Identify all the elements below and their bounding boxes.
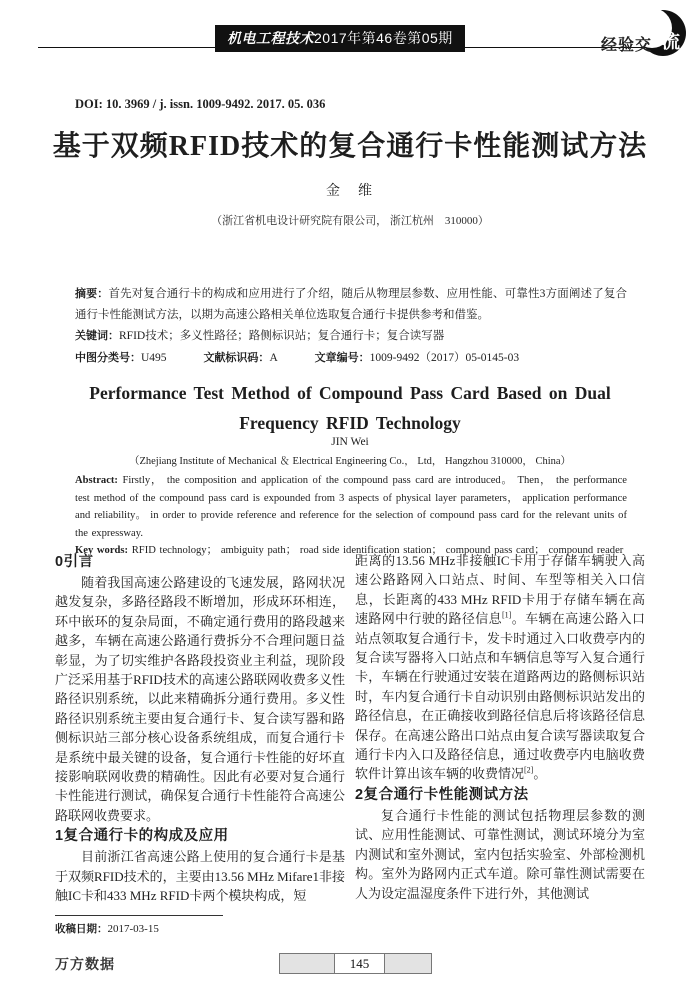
paragraph: 随着我国高速公路建设的飞速发展，路网状况越发复杂，多路径路段不断增加，形成环环相连，环中嵌环的复杂局面，不确定通行费用的路段越来越多，车辆在高速公路通行费拆分不合理问题日益彰显，为了切实维护各路段投资业主利益，现阶段广泛采用基于RFID技术的高速公路联网收费多义性路径识别系统，以此来精确拆分通行费用。多义性路径识别系统主要由复合通行卡、复合读写器和路侧标识站三部分核心设备系统组成，而复合通行卡是系统中最关键的设备，复合通行卡性能的好坏直接影响联网收费的精确性。因此有必要对复合通行卡性能进行测试，确保复合通行卡性能符合高速公路联网收费要求。 bbox=[55, 575, 345, 823]
affiliation-zh: （浙江省机电设计研究院有限公司， 浙江杭州 310000） bbox=[211, 215, 489, 227]
keywords-zh-text: RFID技术；多义性路径；路侧标识站；复合通行卡；复合读写器 bbox=[119, 330, 445, 342]
article-title-zh: 基于双频RFID技术的复合通行卡性能测试方法 bbox=[52, 131, 648, 162]
footnote-rule bbox=[55, 915, 223, 916]
paragraph-text: 。 bbox=[533, 766, 547, 782]
keywords-en-label: Key words: bbox=[75, 545, 129, 557]
paragraph-text: 距离的13.56 MHz非接触IC卡用于存储车辆驶入高速公路路网入口站点、时间、车型等相关入口信息，长距离的433 MHz RFID卡用于存储车辆在高速路网中行驶的路径信息 bbox=[355, 553, 645, 627]
abstract-zh-label: 摘要： bbox=[75, 288, 109, 300]
abstract-zh bbox=[75, 284, 627, 326]
clc-label: 中图分类号： bbox=[75, 352, 141, 364]
clc-number bbox=[75, 352, 167, 364]
received-date-label: 收稿日期： bbox=[55, 922, 108, 935]
paragraph: 目前浙江省高速公路上使用的复合通行卡是基于双频RFID技术的，主要由13.56 MHz Mifare1非接触IC卡和433 MHz RFID卡两个模块构成，短 bbox=[55, 849, 345, 904]
classification-row bbox=[75, 348, 627, 369]
received-date-footnote bbox=[55, 915, 345, 939]
paragraph-text: 。车辆在高速公路入口站点领取复合通行卡，发卡时通过入口收费亭内的复合读写器将入口站点和车辆信息等写入复合通行卡，车辆在行驶通过安装在道路两边的路侧标识站时，车内复合通行卡自动识别由路侧标识站发出的路径信息，在正确接收到路径信息后将该路径信息保存。在高速公路出口站点由复合读写器读取复合通行卡内入口及路径信息，通过收费亭内电脑收费软件计算出该车辆的收费情况 bbox=[355, 611, 645, 782]
journal-name: 机电工程技术 bbox=[227, 32, 314, 47]
doc-code-value: A bbox=[269, 352, 278, 364]
abstract-block-zh bbox=[75, 284, 627, 369]
article-id bbox=[315, 352, 520, 364]
section-heading-1: 1复合通行卡的构成及应用 bbox=[55, 828, 229, 845]
doc-code-label: 文献标识码： bbox=[203, 352, 270, 364]
received-date bbox=[55, 920, 345, 939]
page-number: 145 bbox=[335, 954, 384, 973]
body-columns bbox=[55, 551, 645, 939]
abstract-block-en bbox=[75, 472, 627, 560]
title-en-line1: Performance Test Method of Compound Pass Card Based on Dual bbox=[89, 383, 611, 403]
abstract-en-text: Firstly， the composition and application of the compound pass card are introduced。 Then， the performance test method of the compound pass card is expounded from 3 aspects of physical layer parameters， application performance and reliability。 in order to provide reference and reference for the selection of compound pass card for the relevant units of the expressway. bbox=[75, 475, 627, 539]
section-heading-0: 0引言 bbox=[55, 554, 94, 570]
wanfang-watermark: 万方数据 bbox=[55, 956, 115, 972]
section-label-accent: 流 bbox=[662, 32, 680, 52]
citation-ref-2: [2] bbox=[524, 766, 534, 776]
affiliation-en: （Zhejiang Institute of Mechanical ＆ Electrical Engineering Co.， Ltd， Hangzhou 310000， China） bbox=[128, 456, 572, 467]
keywords-zh-label: 关键词： bbox=[75, 330, 119, 342]
doi: DOI: 10. 3969 / j. issn. 1009-9492. 2017. 05. 036 bbox=[75, 97, 326, 111]
author-zh: 金 维 bbox=[326, 184, 374, 199]
article-id-value: 1009-9492（2017）05-0145-03 bbox=[369, 352, 520, 364]
left-column bbox=[55, 551, 345, 939]
section-label: 经验交 bbox=[600, 37, 652, 54]
journal-issue: 2017年第46卷第05期 bbox=[314, 30, 453, 46]
section-logo bbox=[566, 8, 686, 60]
keywords-zh bbox=[75, 326, 627, 347]
keywords-en-text: RFID technology； ambiguity path； road side identification station； compound pass card； compound reader bbox=[128, 545, 624, 557]
abstract-zh-text: 首先对复合通行卡的构成和应用进行了介绍，随后从物理层参数、应用性能、可靠性3方面阐述了复合通行卡性能测试方法，以期为高速公路相关单位选取复合通行卡提供参考和借鉴。 bbox=[75, 288, 628, 321]
title-en-line2: Frequency RFID Technology bbox=[239, 413, 461, 433]
article-title-en bbox=[0, 378, 700, 438]
paragraph bbox=[355, 551, 645, 784]
right-column bbox=[355, 551, 645, 939]
received-date-value: 2017-03-15 bbox=[107, 922, 159, 935]
article-id-label: 文章编号： bbox=[314, 352, 370, 364]
citation-ref-1: [1] bbox=[502, 610, 512, 620]
paragraph: 复合通行卡性能的测试包括物理层参数的测试、应用性能测试、可靠性测试，测试环境分为室内测试和室外测试，室内包括实验室、外部检测机构。室外为路网内正式车道。除可靠性测试需要在人为设定温湿度条件下进行外，其他测试 bbox=[355, 807, 645, 901]
author-en: JIN Wei bbox=[331, 436, 369, 448]
abstract-en-label: Abstract: bbox=[75, 475, 118, 486]
section-heading-2: 2复合通行卡性能测试方法 bbox=[355, 786, 529, 803]
abstract-en bbox=[75, 475, 627, 539]
journal-banner bbox=[215, 25, 465, 52]
page-box-right-cell bbox=[384, 954, 431, 973]
document-code bbox=[203, 352, 277, 364]
page-box-left-cell bbox=[280, 954, 335, 973]
clc-value: U495 bbox=[141, 352, 167, 364]
page-number-box bbox=[279, 953, 432, 974]
